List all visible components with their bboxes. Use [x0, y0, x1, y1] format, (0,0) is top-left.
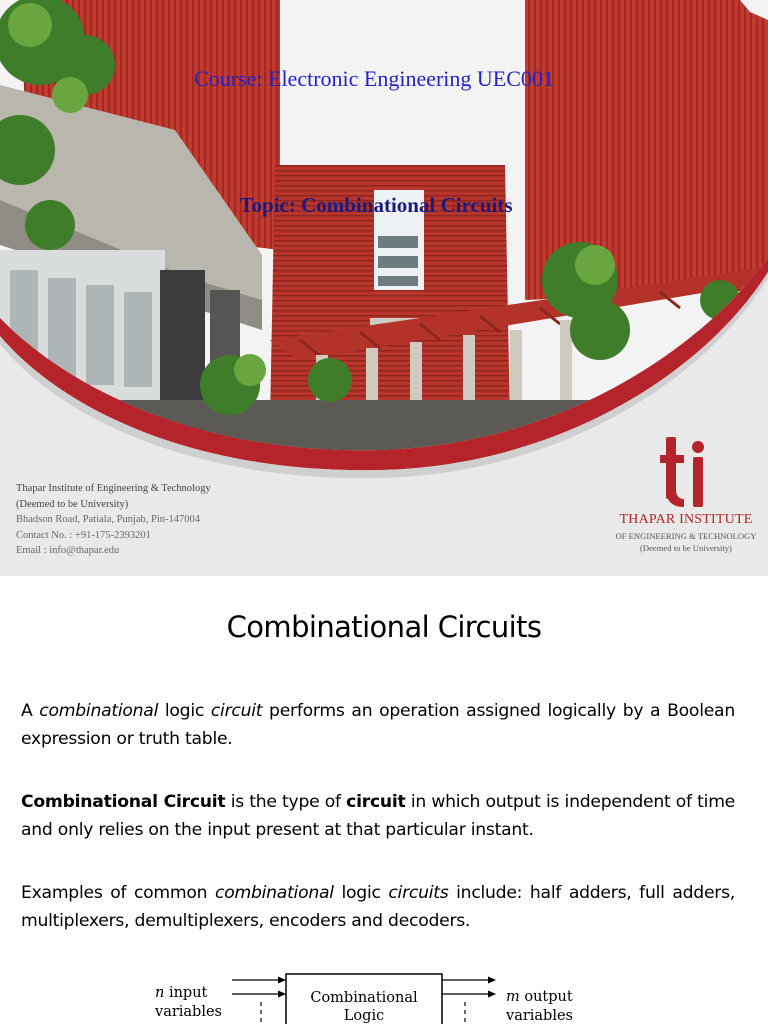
address-line: Email : info@thapar.edu: [16, 545, 120, 556]
input-arrows: [232, 977, 286, 1024]
institute-address: [16, 481, 211, 559]
paragraph-definition: [21, 697, 735, 753]
text-run: A: [21, 701, 40, 721]
slide-title: Combinational Circuits: [226, 610, 542, 644]
output-label: [506, 989, 573, 1005]
logo-sub-line: (Deemed to be University): [640, 543, 732, 553]
input-n: n: [155, 985, 165, 1001]
text-run-italic: combinational: [39, 701, 159, 721]
paragraph-description: [21, 788, 735, 844]
output-arrows: [442, 977, 496, 1024]
address-line: (Deemed to be University): [16, 498, 129, 510]
topic-title: Topic: Combinational Circuits: [239, 193, 513, 217]
text-run: include: half adders, full adders, multiplexers, demultiplexers, encoders and decoders.: [21, 883, 736, 931]
output-m: m: [506, 989, 520, 1005]
text-run: logic: [333, 883, 389, 903]
block-label-line2: Logic: [343, 1008, 385, 1024]
thapar-logo-icon: [660, 437, 710, 509]
text-run-italic: circuits: [388, 883, 449, 903]
input-label-line2: variables: [155, 1004, 222, 1020]
logo-name: THAPAR INSTITUTE: [619, 512, 753, 527]
output-label-line2: variables: [506, 1008, 573, 1024]
text-run: Examples of common: [21, 883, 215, 903]
course-title: Course: Electronic Engineering UEC001: [194, 66, 554, 91]
text-run-bold: circuit: [346, 792, 406, 812]
text-run: logic: [158, 701, 211, 721]
text-run: is the type of: [225, 792, 347, 812]
address-line: Bhadson Road, Patiala, Punjab, Pin-147004: [16, 514, 201, 525]
block-diagram: [140, 966, 620, 1024]
address-line: Contact No. : +91-175-2393201: [16, 529, 151, 541]
block-label-line1: Combinational: [310, 990, 418, 1006]
output-word: output: [519, 989, 573, 1005]
text-run: in which output is independent of time and only relies on the input present at that particular instant.: [21, 792, 736, 840]
content-slide: [0, 576, 768, 1024]
input-label: [155, 985, 208, 1001]
text-run-italic: combinational: [215, 883, 334, 903]
logo-subtitle: [606, 530, 766, 554]
paragraph-examples: [21, 879, 735, 935]
address-line: Thapar Institute of Engineering & Technology: [16, 483, 211, 494]
logo-sub-line: OF ENGINEERING & TECHNOLOGY: [615, 531, 757, 541]
text-run-bold: Combinational Circuit: [21, 792, 226, 812]
text-run: performs an operation assigned logically by a Boolean expression or truth table.: [21, 701, 735, 749]
input-word: input: [164, 985, 208, 1001]
text-run-italic: circuit: [210, 701, 263, 721]
